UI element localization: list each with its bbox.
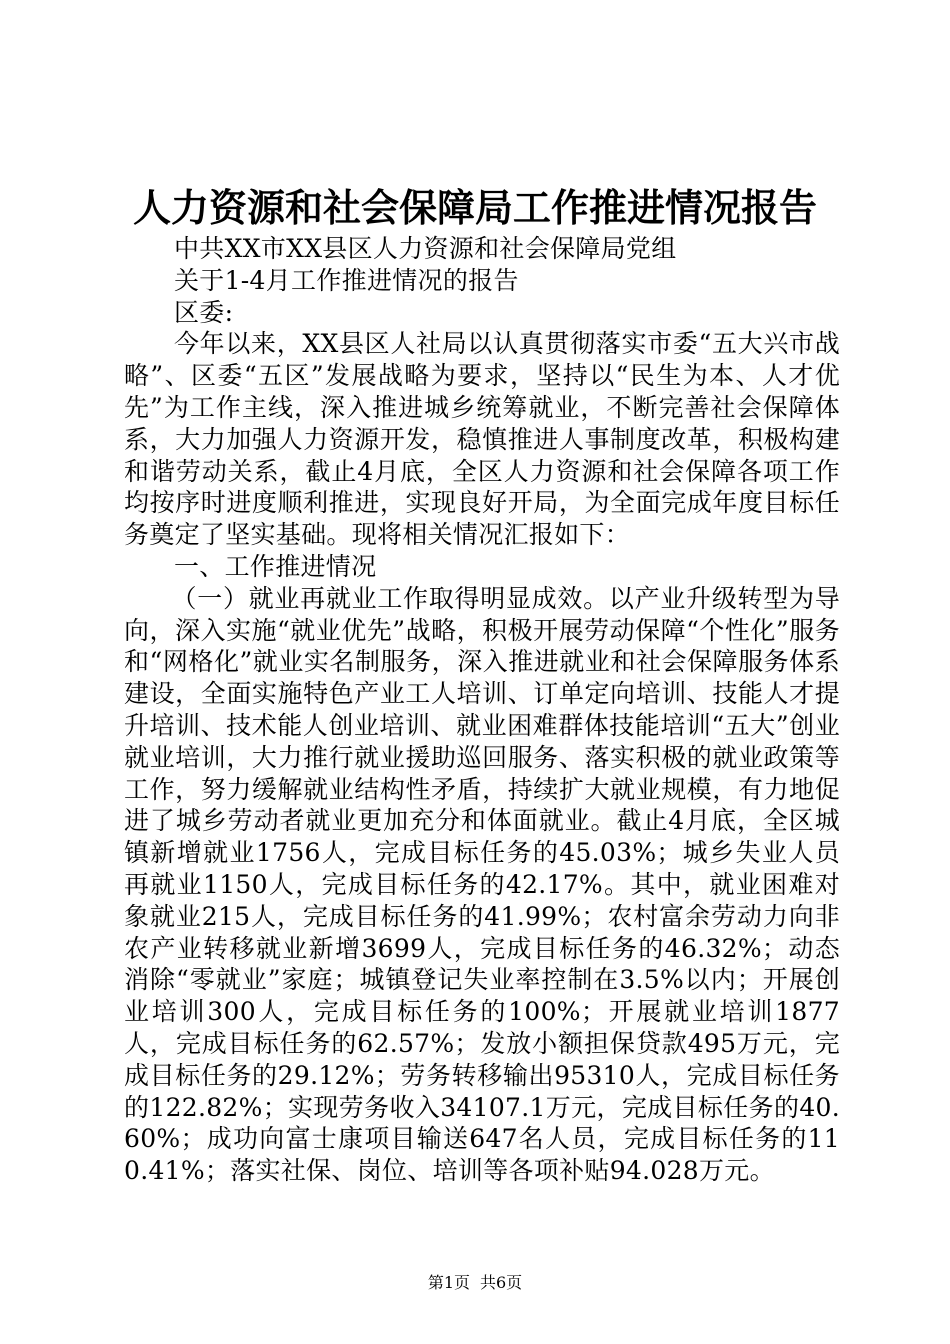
employment-paragraph: （一）就业再就业工作取得明显成效。以产业升级转型为导向，深入实施“就业优先”战略，积极开展劳动保障“个性化”服务和“网格化”就业实名制服务，深入推进就业和社会保障服务体系建设，全面实施特色产业工人培训、订单定向培训、技能人才提升培训、技术能人创业培训、就业困难群体技能培训“五大”创业就业培训，大力推行就业援助巡回服务、落实积极的就业政策等工作，努力缓解就业结构性矛盾，持续扩大就业规模，有力地促进了城乡劳动者就业更加充分和体面就业。截止4月底，全区城镇新增就业1756人，完成目标任务的45.03%；城乡失业人员再就业1150人，完成目标任务的42.17%。其中，就业困难对象就业215人，完成目标任务的41.99%；农村富余劳动力向非农产业转移就业新增3699人，完成目标任务的46.32%；动态消除“零就业”家庭；城镇登记失业率控制在3.5%以内；开展创业培训300人，完成目标任务的100%；开展就业培训1877人，完成目标任务的62.57%；发放小额担保贷款495万元，完成目标任务的29.12%；劳务转移输出95310人，完成目标任务的122.82%；实现劳务收入34107.1万元，完成目标任务的40.60%；成功向富士康项目输送647名人员，完成目标任务的110.41%；落实社保、岗位、培训等各项补贴94.028万元。	[124, 583, 841, 1186]
document-title: 人力资源和社会保障局工作推进情况报告	[132, 185, 817, 230]
document-body	[124, 233, 840, 1187]
section-heading: 一、工作推进情况	[174, 551, 377, 581]
issuer-line: 中共XX市XX县区人力资源和社会保障局党组	[174, 234, 677, 263]
page-total: 共6页	[480, 1273, 523, 1292]
subject-line: 关于1-4月工作推进情况的报告	[174, 265, 519, 295]
intro-paragraph: 今年以来，XX县区人社局以认真贯彻落实市委“五大兴市战略”、区委“五区”发展战略为要求，坚持以“民生为本、人才优先”为工作主线，深入推进城乡统筹就业，不断完善社会保障体系，大力加强人力资源开发，稳慎推进人事制度改革，积极构建和谐劳动关系，截止4月底，全区人力资源和社会保障各项工作均按序时进度顺利推进，实现良好开局，为全面完成年度目标任务奠定了坚实基础。现将相关情况汇报如下：	[124, 329, 840, 550]
page-number: 第1页	[427, 1273, 470, 1292]
addressee-line: 区委:	[174, 297, 234, 327]
page-footer	[0, 1272, 950, 1294]
